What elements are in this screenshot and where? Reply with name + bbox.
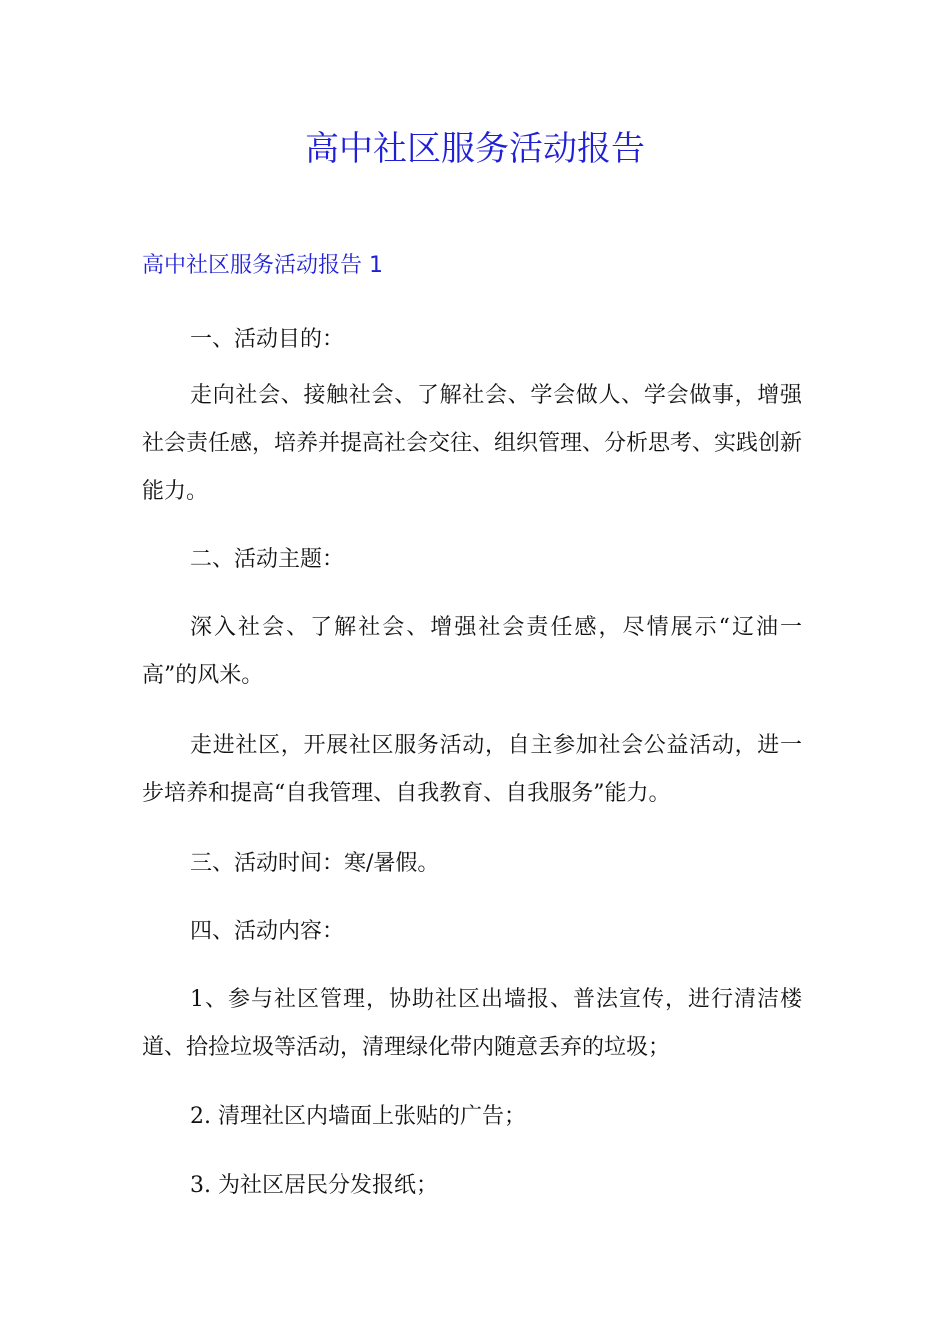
document-title: 高中社区服务活动报告 [305,129,645,169]
paragraph-content-item-3: 3. 为社区居民分发报纸； [190,1173,438,1198]
paragraph-content-heading: 四、活动内容： [190,919,345,944]
section-heading: 高中社区服务活动报告 1 [142,253,383,278]
paragraph-theme-body-2: 走进社区，开展社区服务活动，自主参加社会公益活动，进一步培养和提高“自我管理、自我教育、自我服务”能力。 [142,733,802,806]
paragraph-purpose-heading: 一、活动目的： [190,327,345,352]
paragraph-purpose-body: 走向社会、接触社会、了解社会、学会做人、学会做事，增强社会责任感，培养并提高社会交往、组织管理、分析思考、实践创新能力。 [142,383,803,504]
paragraph-time: 三、活动时间：寒/暑假。 [190,851,440,876]
paragraph-theme-body-1: 深入社会、了解社会、增强社会责任感，尽情展示“辽油一高”的风米。 [142,615,802,688]
paragraph-content-item-1: 1、参与社区管理，协助社区出墙报、普法宣传，进行清洁楼道、拾捡垃圾等活动，清理绿化带内随意丢弃的垃圾； [142,987,802,1060]
paragraph-content-item-2: 2. 清理社区内墙面上张贴的广告； [190,1104,526,1129]
paragraph-theme-heading: 二、活动主题： [190,547,345,572]
